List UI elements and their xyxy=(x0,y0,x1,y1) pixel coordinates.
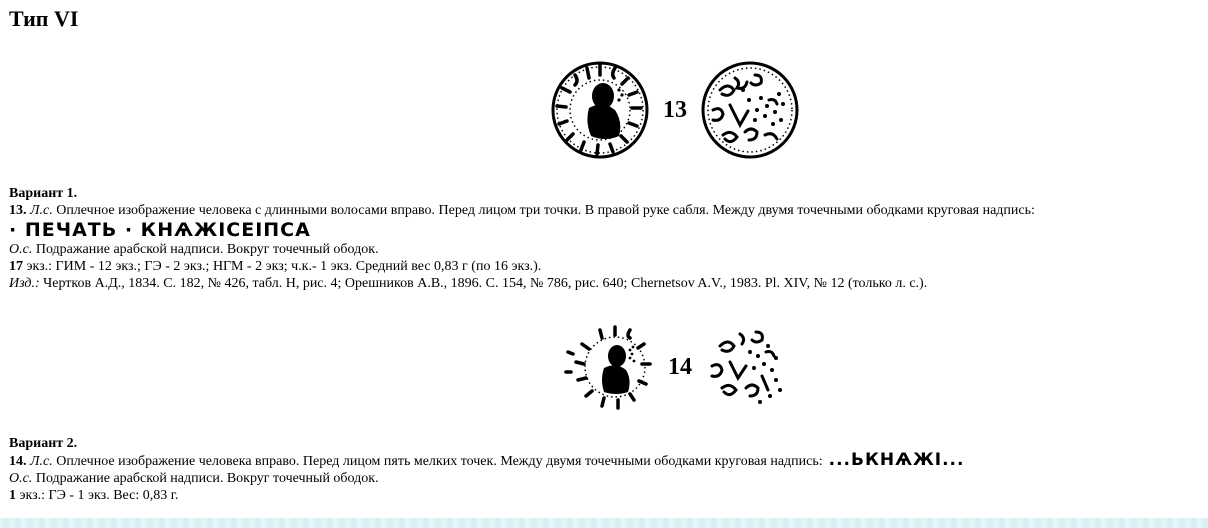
variant-2-heading: Вариант 2. xyxy=(9,436,78,451)
entry-number: 13. xyxy=(9,203,27,218)
figure-number-14: 14 xyxy=(668,353,692,380)
variant-2-reverse-line xyxy=(9,470,1199,487)
obverse-abbr: Л.с. xyxy=(30,203,53,218)
entry-number: 14. xyxy=(9,454,27,469)
variant-1-reverse-line xyxy=(9,241,1199,258)
obverse-description: Оплечное изображение человека с длинными волосами вправо. Перед лицом три точки. В правой руке сабля. Между двумя точечными ободками круговая надпись: xyxy=(52,203,1035,218)
coin-13-reverse-image xyxy=(695,60,805,160)
reverse-abbr: О.с. xyxy=(9,242,33,257)
variant-2-count-line xyxy=(9,487,1199,504)
specimen-details: экз.: ГЭ - 1 экз. Вес: 0,83 г. xyxy=(16,488,179,503)
reverse-description: Подражание арабской надписи. Вокруг точечный ободок. xyxy=(32,242,379,257)
variant-1-legend-line xyxy=(9,219,1199,241)
variant-1-count-line xyxy=(9,258,1199,275)
variant-1-block xyxy=(9,185,1199,292)
specimen-count: 1 xyxy=(9,488,16,503)
bottom-background-strip xyxy=(0,518,1208,528)
specimen-count: 17 xyxy=(9,259,23,274)
publication-abbr: Изд.: xyxy=(9,276,40,291)
page-title: Тип VI xyxy=(9,6,79,31)
reverse-description: Подражание арабской надписи. Вокруг точечный ободок. xyxy=(32,471,379,486)
variant-2-obverse-line xyxy=(9,452,1199,470)
specimen-details: экз.: ГИМ - 12 экз.; ГЭ - 2 экз.; НГМ - 2 экз; ч.к.- 1 экз. Средний вес 0,83 г (по 16 экз.). xyxy=(23,259,542,274)
variant-2-block xyxy=(9,435,1199,504)
reverse-abbr: О.с. xyxy=(9,471,33,486)
legend-inscription: ...ЬКНѦЖІ... xyxy=(828,450,965,470)
coin-14-obverse-image xyxy=(560,322,660,412)
figure-number-13: 13 xyxy=(663,96,687,123)
legend-inscription: · ПЕЧАТЬ · КНѦЖІСЕІПСА xyxy=(9,219,311,241)
coin-figure-14 xyxy=(560,322,790,412)
coin-figure-13 xyxy=(545,60,805,160)
variant-1-obverse-line xyxy=(9,202,1199,219)
variant-1-heading: Вариант 1. xyxy=(9,186,78,201)
variant-1-publication-line xyxy=(9,275,1199,292)
obverse-description: Оплечное изображение человека вправо. Перед лицом пять мелких точек. Между двумя точечными ободками круговая надпись: xyxy=(52,454,823,469)
coin-14-reverse-image xyxy=(700,322,790,412)
coin-13-obverse-image xyxy=(545,60,655,160)
publication-references: Чертков А.Д., 1834. С. 182, № 426, табл. Н, рис. 4; Орешников А.В., 1896. С. 154, № 786, рис. 640; Chernetsov A.V., 1983. Pl. XIV, № 12 (только л. с.). xyxy=(39,276,928,291)
obverse-abbr: Л.с. xyxy=(30,454,53,469)
